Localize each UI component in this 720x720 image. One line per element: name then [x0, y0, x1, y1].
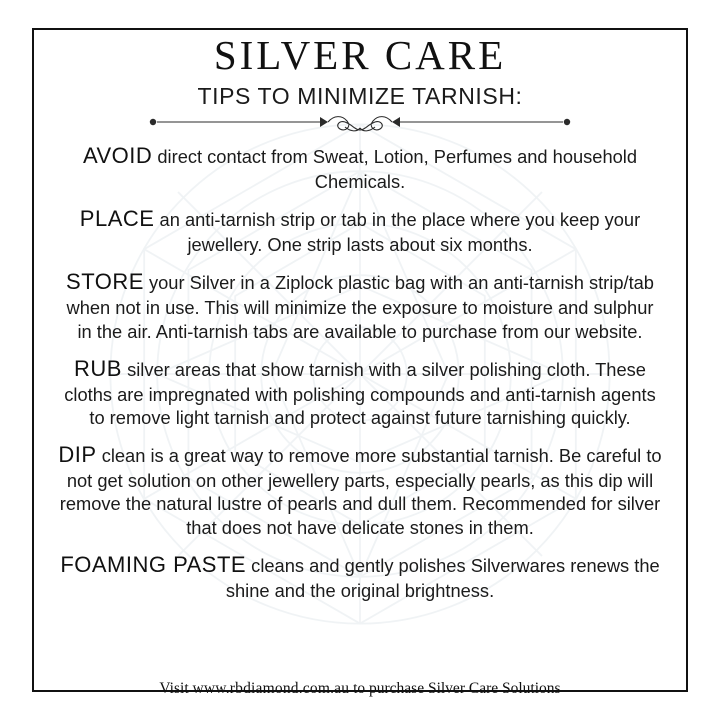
tip-item: [54, 355, 666, 429]
tip-keyword: DIP: [58, 442, 97, 468]
tip-item: [54, 205, 666, 256]
page-subtitle: TIPS TO MINIMIZE TARNISH:: [197, 83, 523, 110]
page-title: SILVER CARE: [213, 32, 507, 78]
tip-keyword: STORE: [66, 269, 144, 295]
tip-keyword: FOAMING PASTE: [60, 551, 247, 577]
tip-item: [54, 142, 666, 193]
tip-item: [54, 268, 666, 342]
tip-text: cleans and gently polishes Silverwares renews the shine and the original brightness.: [225, 554, 660, 601]
ornamental-divider: [145, 114, 575, 136]
tip-text: your Silver in a Ziplock plastic bag with an anti-tarnish strip/tab when not in use. This will minimize the exposure to moisture and sulphur in the air. Anti-tarnish tabs are available to purchase from our website.: [66, 272, 654, 342]
tip-text: clean is a great way to remove more substantial tarnish. Be careful to not get solution on other jewellery parts, especially pearls, as this dip will remove the natural lustre of pearls and dull them. Recommended for silver that does not have delicate stones in them.: [59, 445, 662, 538]
flourish-icon: [145, 114, 575, 136]
tip-text: silver areas that show tarnish with a silver polishing cloth. These cloths are impregnated with polishing compounds and anti-tarnish agents to remove light tarnish and protect against future tarnishing quickly.: [64, 358, 656, 428]
document-content: [40, 28, 680, 692]
tip-item: [54, 441, 666, 539]
tip-text: direct contact from Sweat, Lotion, Perfumes and household Chemicals.: [152, 146, 638, 192]
tip-keyword: RUB: [74, 355, 122, 381]
footer-note: [0, 680, 720, 698]
footer-prefix: Visit: [159, 680, 193, 697]
page-title-wrap: [200, 34, 520, 77]
tip-item: [54, 551, 666, 602]
website-url: www.rbdiamond.com.au: [192, 680, 350, 697]
tip-keyword: PLACE: [79, 206, 155, 232]
tip-text: an anti-tarnish strip or tab in the place where you keep your jewellery. One strip lasts about six months.: [154, 209, 641, 256]
tips-list: [54, 142, 666, 614]
tip-keyword: AVOID: [82, 143, 153, 169]
footer-suffix: to purchase Silver Care Solutions: [349, 680, 561, 697]
